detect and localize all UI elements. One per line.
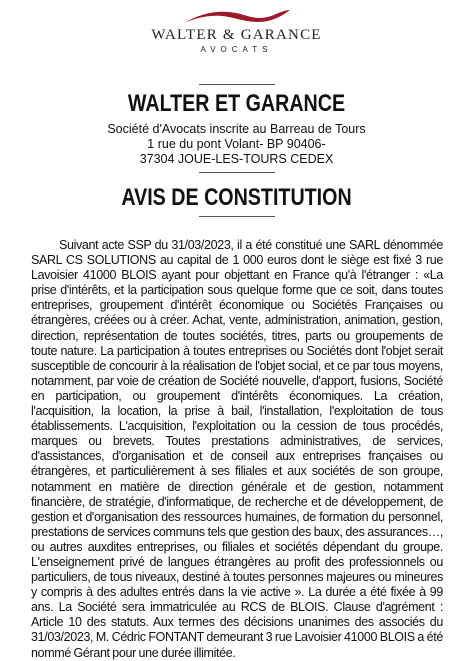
address-line-1: Société d'Avocats inscrite au Barreau de Tours <box>107 122 366 136</box>
firm-address <box>0 122 473 167</box>
logo-name: WALTER & GARANCE <box>151 27 322 43</box>
address-line-2: 1 rue du pont Volant- BP 90406- <box>147 137 326 151</box>
logo-subtitle: AVOCATS <box>200 45 273 54</box>
firm-logo <box>0 8 473 55</box>
notice-title: AVIS DE CONSTITUTION <box>121 184 352 211</box>
divider-bottom <box>199 216 275 217</box>
firm-title: WALTER ET GARANCE <box>127 90 346 117</box>
divider-middle <box>199 172 275 173</box>
notice-body: Suivant acte SSP du 31/03/2023, il a été constitué une SARL dénommée SARL CS SOLUTIONS au capital de 1 000 euros dont le siège est fixé 3 rue Lavoisier 41000 BLOIS ayant pour objettant en France qu'à l'étranger : «La prise d'intérêts, et la participation sous quelque forme que ce soit, dans toutes entreprises, groupement d'intérêt économique ou Sociétés Françaises ou étrangères, créées ou à créer. Achat, vente, administration, animation, gestion, direction, représentation de toutes sociétés, titres, parts ou groupements de toute nature. La participation à toutes entreprises ou Sociétés dont l'objet serait susceptible de concourir à la réalisation de l'objet social, et ce par tous moyens, notamment, par voie de création de Société nouvelle, d'apport, fusions, Société en participation, ou groupement d'intérêts économiques. La création, l'acquisition, la location, la prise à bail, l'installation, l'exploitation de tous établissements. L'acquisition, l'exploitation ou la cession de tous procédés, marques ou brevets. Toutes prestations administratives, de services, d'assistances, d'organisation et de conseil aux entreprises françaises ou étrangères, et particulièrement à ses filiales et aux sociétés de son groupe, notamment en matière de direction générale et de gestion, notamment financière, de stratégie, d'informatique, de recherche et de développement, de gestion et d'organisation des ressources humaines, de formation du personnel, prestations de services communs tels que gestion des baux, des assurances…, ou autres auxdites entreprises, ou filiales et sociétés dépendant du groupe. L'enseignement privé de langues étrangères au profit des professionnels ou particuliers, de tous niveaux, destiné à toutes personnes majeures ou mineures y compris à des adultes entrés dans la vie active ». La durée a été fixée à 99 ans. La Société sera immatriculée au RCS de BLOIS. Clause d'agrément : Article 10 des statuts. Aux termes des décisions unanimes des associés du 31/03/2023, M. Cédric FONTANT demeurant 3 rue Lavoisier 41000 BLOIS a été nommé Gérant pour une durée illimitée. <box>31 238 443 660</box>
logo-swoosh-icon <box>182 8 292 26</box>
address-line-3: 37304 JOUE-LES-TOURS CEDEX <box>139 152 334 166</box>
divider-top <box>199 84 275 85</box>
